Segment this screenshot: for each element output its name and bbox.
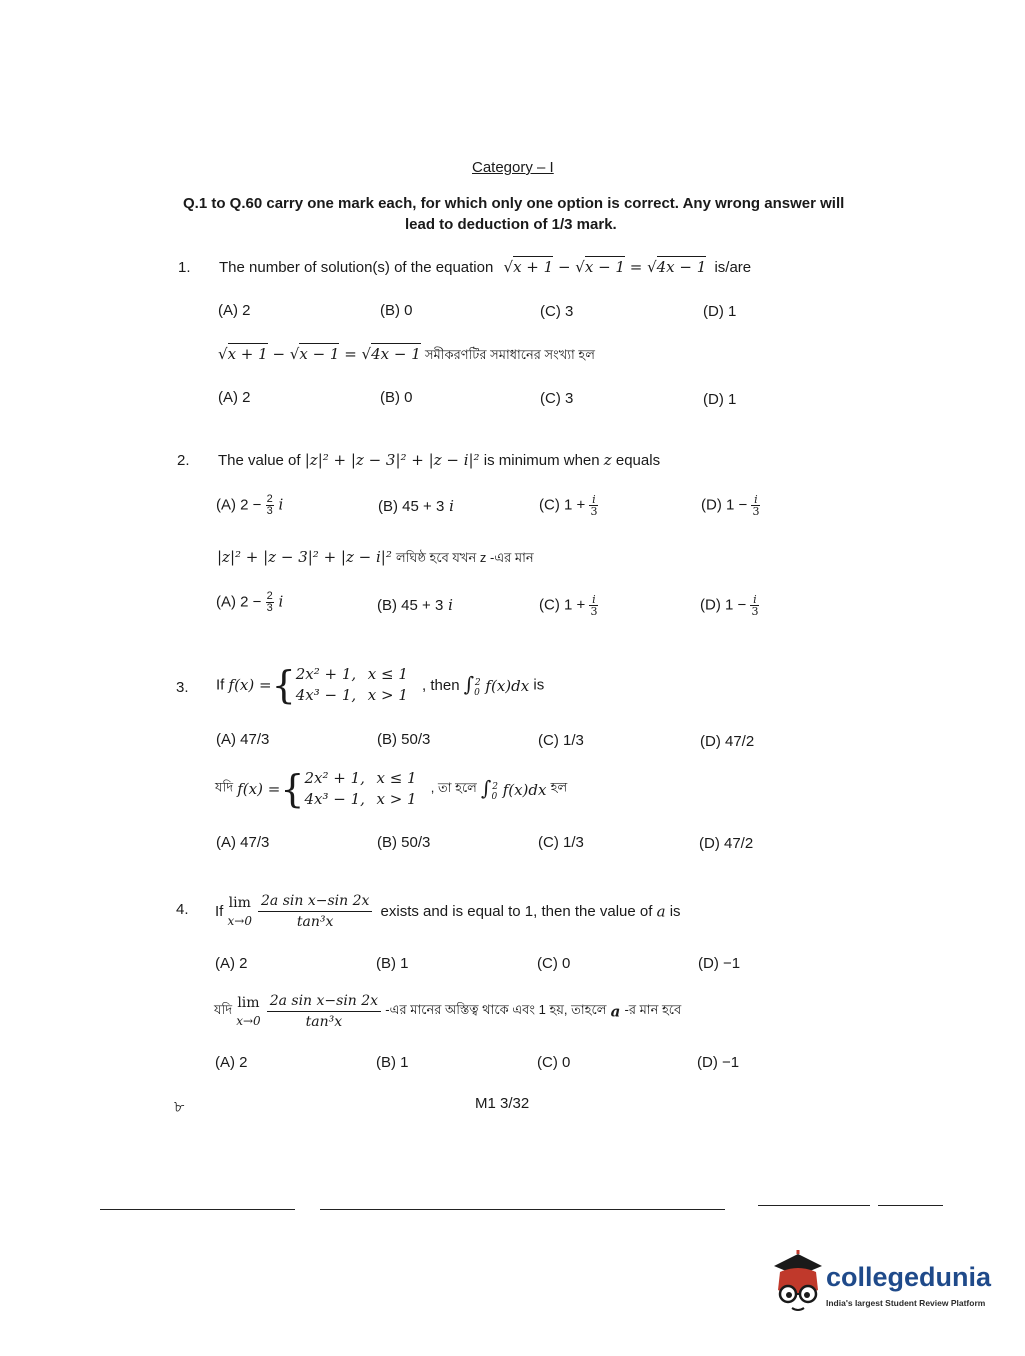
q2-bn-option-d-label: (D) 1 −	[700, 596, 747, 614]
question-4-limit-bengali: lim x→0	[236, 994, 261, 1028]
question-4-if-bengali: যদি	[214, 1002, 233, 1017]
question-3-text-bengali	[215, 768, 567, 810]
page-number: M1 3/32	[475, 1095, 530, 1112]
question-4-limit: lim x→0	[227, 894, 252, 928]
q2-bn-option-a-label: (A) 2 −	[216, 593, 262, 611]
q3-bn-option-d[interactable]: (D) 47/2	[699, 835, 754, 852]
bottom-rule-1	[100, 1209, 295, 1210]
question-1-text-bengali	[218, 345, 595, 367]
question-3-text	[216, 664, 544, 706]
q2-bn-option-d[interactable]	[700, 594, 759, 617]
question-3-number: 3.	[176, 679, 189, 696]
question-4-if: If	[215, 903, 224, 920]
question-3-cases: 2x² + 1, x ≤ 1 4x³ − 1, x > 1	[295, 665, 408, 704]
q1-option-d[interactable]: (D) 1	[703, 303, 737, 320]
question-1-number: 1.	[178, 259, 191, 276]
q3-option-d[interactable]: (D) 47/2	[700, 733, 755, 750]
question-2-expression: |z|² + |z − 3|² + |z − i|²	[304, 451, 480, 469]
question-4-stem-end-bengali: -র মান হবে	[624, 1002, 682, 1017]
q4-option-a[interactable]: (A) 2	[215, 955, 248, 972]
question-3-is: is	[533, 676, 545, 694]
question-2-number: 2.	[177, 452, 190, 469]
q2-option-b-imag: i	[444, 497, 454, 515]
footer-mark: ৮	[174, 1099, 185, 1116]
q1-bn-option-b[interactable]: (B) 0	[380, 389, 413, 406]
question-2-stem-mid: is minimum when	[483, 452, 600, 469]
q1-bn-option-d[interactable]: (D) 1	[703, 391, 737, 408]
question-2-text	[218, 451, 660, 469]
q2-bn-option-c-label: (C) 1 +	[539, 596, 586, 614]
instructions-line-2: lead to deduction of 1/3 mark.	[405, 216, 617, 233]
q3-bn-option-c[interactable]: (C) 1/3	[538, 834, 584, 851]
q4-bn-option-c[interactable]: (C) 0	[537, 1054, 571, 1071]
question-3-then: , then	[422, 676, 460, 694]
question-4-stem: exists and is equal to 1, then the value of	[380, 903, 653, 920]
q2-option-a-label: (A) 2 −	[216, 496, 262, 514]
q2-option-a[interactable]	[216, 494, 283, 517]
q1-option-c[interactable]: (C) 3	[540, 303, 574, 320]
q4-option-d[interactable]: (D) −1	[698, 955, 741, 972]
q1-bn-option-c[interactable]: (C) 3	[540, 390, 574, 407]
q2-bn-option-a-imag: i	[273, 592, 284, 611]
q2-option-a-imag: i	[273, 495, 284, 514]
question-3-cases-bengali: 2x² + 1, x ≤ 1 4x³ − 1, x > 1	[304, 769, 417, 808]
question-4-stem-bengali: -এর মানের অস্তিত্ব থাকে এবং 1 হয়, তাহলে	[385, 1002, 607, 1017]
question-2-expression-bengali: |z|² + |z − 3|² + |z − i|²	[217, 548, 392, 566]
brand-tagline: India's largest Student Review Platform	[826, 1298, 986, 1308]
question-3-function-bengali: f(x) =	[237, 780, 281, 798]
q4-bn-option-d[interactable]: (D) −1	[697, 1054, 740, 1071]
q2-bn-option-a-fraction: $\frac{2}{3}$	[266, 590, 273, 614]
q2-option-c-fraction: $\frac{i}{3}$	[590, 493, 598, 518]
instructions-line-1: Q.1 to Q.60 carry one mark each, for which only one option is correct. Any wrong answer will	[183, 195, 845, 212]
bottom-rule-3	[758, 1205, 870, 1206]
question-3-if-bengali: যদি	[215, 779, 234, 795]
question-3-brace: {	[271, 663, 296, 707]
question-2-variable: z	[603, 451, 612, 469]
question-1-stem-bengali: সমীকরণটির সমাধানের সংখ্যা হল	[424, 347, 595, 362]
brand-logo	[768, 1250, 993, 1320]
q4-bn-option-b[interactable]: (B) 1	[376, 1054, 409, 1071]
student-mascot-icon	[768, 1250, 828, 1320]
q2-option-b-label: (B) 45 + 3	[378, 498, 445, 515]
q1-option-b[interactable]: (B) 0	[380, 302, 413, 319]
q2-bn-option-d-fraction: $\frac{i}{3}$	[751, 593, 759, 618]
q2-bn-option-b[interactable]	[377, 596, 453, 614]
question-2-stem-bengali: লঘিষ্ঠ হবে যখন z -এর মান	[396, 550, 534, 565]
q3-bn-option-b[interactable]: (B) 50/3	[377, 834, 431, 851]
question-4-stem-end: is	[669, 903, 681, 920]
q1-bn-option-a[interactable]: (A) 2	[218, 389, 251, 406]
brand-name: collegedunia	[826, 1262, 992, 1292]
question-1-stem: The number of solution(s) of the equation	[219, 259, 494, 276]
bottom-rule-2	[320, 1209, 725, 1210]
q2-bn-option-a[interactable]	[216, 591, 283, 614]
bottom-rule-4	[878, 1205, 943, 1206]
question-4-fraction-bengali: $\frac{\text{2a sin x−sin 2x}}{\text{tan³x}}$	[267, 992, 381, 1031]
question-3-is-bengali: হল	[550, 779, 568, 795]
q2-bn-option-c-fraction: $\frac{i}{3}$	[590, 593, 598, 618]
question-4-variable: a	[656, 902, 666, 921]
q3-option-c[interactable]: (C) 1/3	[538, 732, 584, 749]
question-3-brace-bengali: {	[280, 767, 305, 811]
q2-option-d-fraction: $\frac{i}{3}$	[752, 493, 760, 518]
question-3-if: If	[216, 676, 225, 694]
question-3-integral: $\int_0^2$ f(x)dx	[463, 672, 530, 698]
question-4-variable-bengali: a	[610, 1002, 621, 1021]
question-2-stem-end: equals	[615, 452, 661, 469]
question-1-suffix: is/are	[714, 259, 752, 276]
q4-option-b[interactable]: (B) 1	[376, 955, 409, 972]
q2-option-d-label: (D) 1 −	[701, 496, 748, 514]
q2-bn-option-b-imag: i	[443, 596, 453, 614]
q2-bn-option-c[interactable]	[539, 594, 598, 617]
q4-bn-option-a[interactable]: (A) 2	[215, 1054, 248, 1071]
q2-bn-option-b-label: (B) 45 + 3	[377, 597, 444, 614]
q3-option-b[interactable]: (B) 50/3	[377, 731, 431, 748]
q3-bn-option-a[interactable]: (A) 47/3	[216, 834, 270, 851]
q1-option-a[interactable]: (A) 2	[218, 302, 251, 319]
question-1-equation: √x + 1 − √x − 1 = √4x − 1	[503, 258, 707, 276]
question-3-integral-bengali: $\int_0^2$ f(x)dx	[481, 776, 547, 802]
q2-option-d[interactable]	[701, 494, 760, 517]
question-3-function: f(x) =	[228, 676, 272, 694]
question-2-text-bengali	[217, 548, 534, 570]
question-1-equation-bengali: √x + 1 − √x − 1 = √4x − 1	[218, 345, 421, 363]
question-1-text	[219, 258, 751, 276]
q3-option-a[interactable]: (A) 47/3	[216, 731, 270, 748]
q2-option-c-label: (C) 1 +	[539, 496, 586, 514]
q2-option-a-fraction: $\frac{2}{3}$	[266, 493, 273, 517]
category-heading: Category – I	[472, 159, 554, 176]
q2-option-c[interactable]	[539, 494, 598, 517]
question-4-number: 4.	[176, 901, 189, 918]
question-2-stem: The value of	[218, 452, 301, 469]
question-3-then-bengali: , তা হলে	[430, 779, 477, 795]
q4-option-c[interactable]: (C) 0	[537, 955, 571, 972]
question-4-text-bengali	[214, 992, 681, 1031]
question-4-fraction: $\frac{\text{2a sin x−sin 2x}}{\text{tan³x}}$	[258, 892, 372, 931]
question-4-text	[215, 892, 681, 931]
q2-option-b[interactable]	[378, 497, 454, 515]
